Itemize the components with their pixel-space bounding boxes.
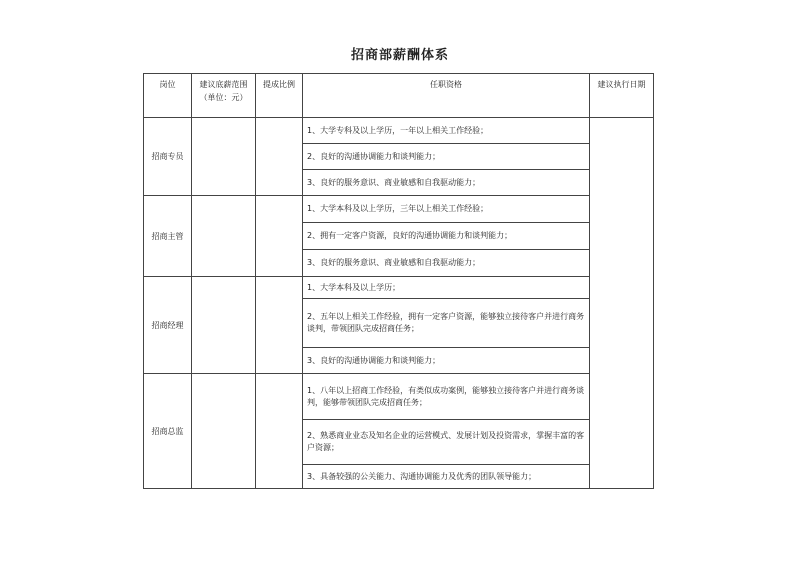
requirement-cell: 3、良好的沟通协调能力和谈判能力； — [303, 348, 590, 374]
date-cell — [590, 118, 654, 489]
requirement-cell: 2、拥有一定客户资源，良好的沟通协调能力和谈判能力； — [303, 223, 590, 250]
header-salary-line1: 建议底薪范围 — [199, 80, 248, 89]
position-cell: 招商经理 — [144, 277, 192, 374]
header-position: 岗位 — [144, 74, 192, 118]
salary-cell — [192, 118, 256, 196]
requirement-cell: 3、良好的服务意识、商业敏感和自我驱动能力； — [303, 250, 590, 277]
requirement-cell: 3、良好的服务意识、商业敏感和自我驱动能力； — [303, 170, 590, 196]
requirement-cell: 2、良好的沟通协调能力和谈判能力； — [303, 144, 590, 170]
salary-table — [143, 73, 654, 489]
table-row — [144, 374, 654, 420]
commission-cell — [256, 277, 303, 374]
position-cell: 招商主管 — [144, 196, 192, 277]
header-date: 建议执行日期 — [590, 74, 654, 118]
document-title: 招商部薪酬体系 — [350, 48, 449, 63]
commission-cell — [256, 374, 303, 489]
header-salary — [192, 74, 256, 118]
header-qualification: 任职资格 — [303, 74, 590, 118]
table-row — [144, 196, 654, 223]
salary-cell — [192, 277, 256, 374]
commission-cell — [256, 118, 303, 196]
requirement-cell: 1、八年以上招商工作经验，有类似成功案例，能够独立接待客户并进行商务谈判，能够带领团队完成招商任务； — [303, 374, 590, 420]
header-commission: 提成比例 — [256, 74, 303, 118]
requirement-cell: 1、大学本科及以上学历，三年以上相关工作经验； — [303, 196, 590, 223]
requirement-cell: 1、大学本科及以上学历； — [303, 277, 590, 299]
table-row — [144, 118, 654, 144]
requirement-cell: 2、五年以上相关工作经验，拥有一定客户资源，能够独立接待客户并进行商务谈判，带领团队完成招商任务； — [303, 299, 590, 348]
header-row — [144, 74, 654, 118]
position-cell: 招商总监 — [144, 374, 192, 489]
table-row — [144, 277, 654, 299]
salary-cell — [192, 196, 256, 277]
position-cell: 招商专员 — [144, 118, 192, 196]
requirement-cell: 2、熟悉商业业态及知名企业的运营模式、发展计划及投资需求，掌握丰富的客户资源； — [303, 420, 590, 465]
commission-cell — [256, 196, 303, 277]
requirement-cell: 3、具备较强的公关能力、沟通协调能力及优秀的团队领导能力； — [303, 465, 590, 489]
salary-cell — [192, 374, 256, 489]
requirement-cell: 1、大学专科及以上学历，一年以上相关工作经验； — [303, 118, 590, 144]
header-salary-line2: （单位：元） — [199, 93, 248, 102]
